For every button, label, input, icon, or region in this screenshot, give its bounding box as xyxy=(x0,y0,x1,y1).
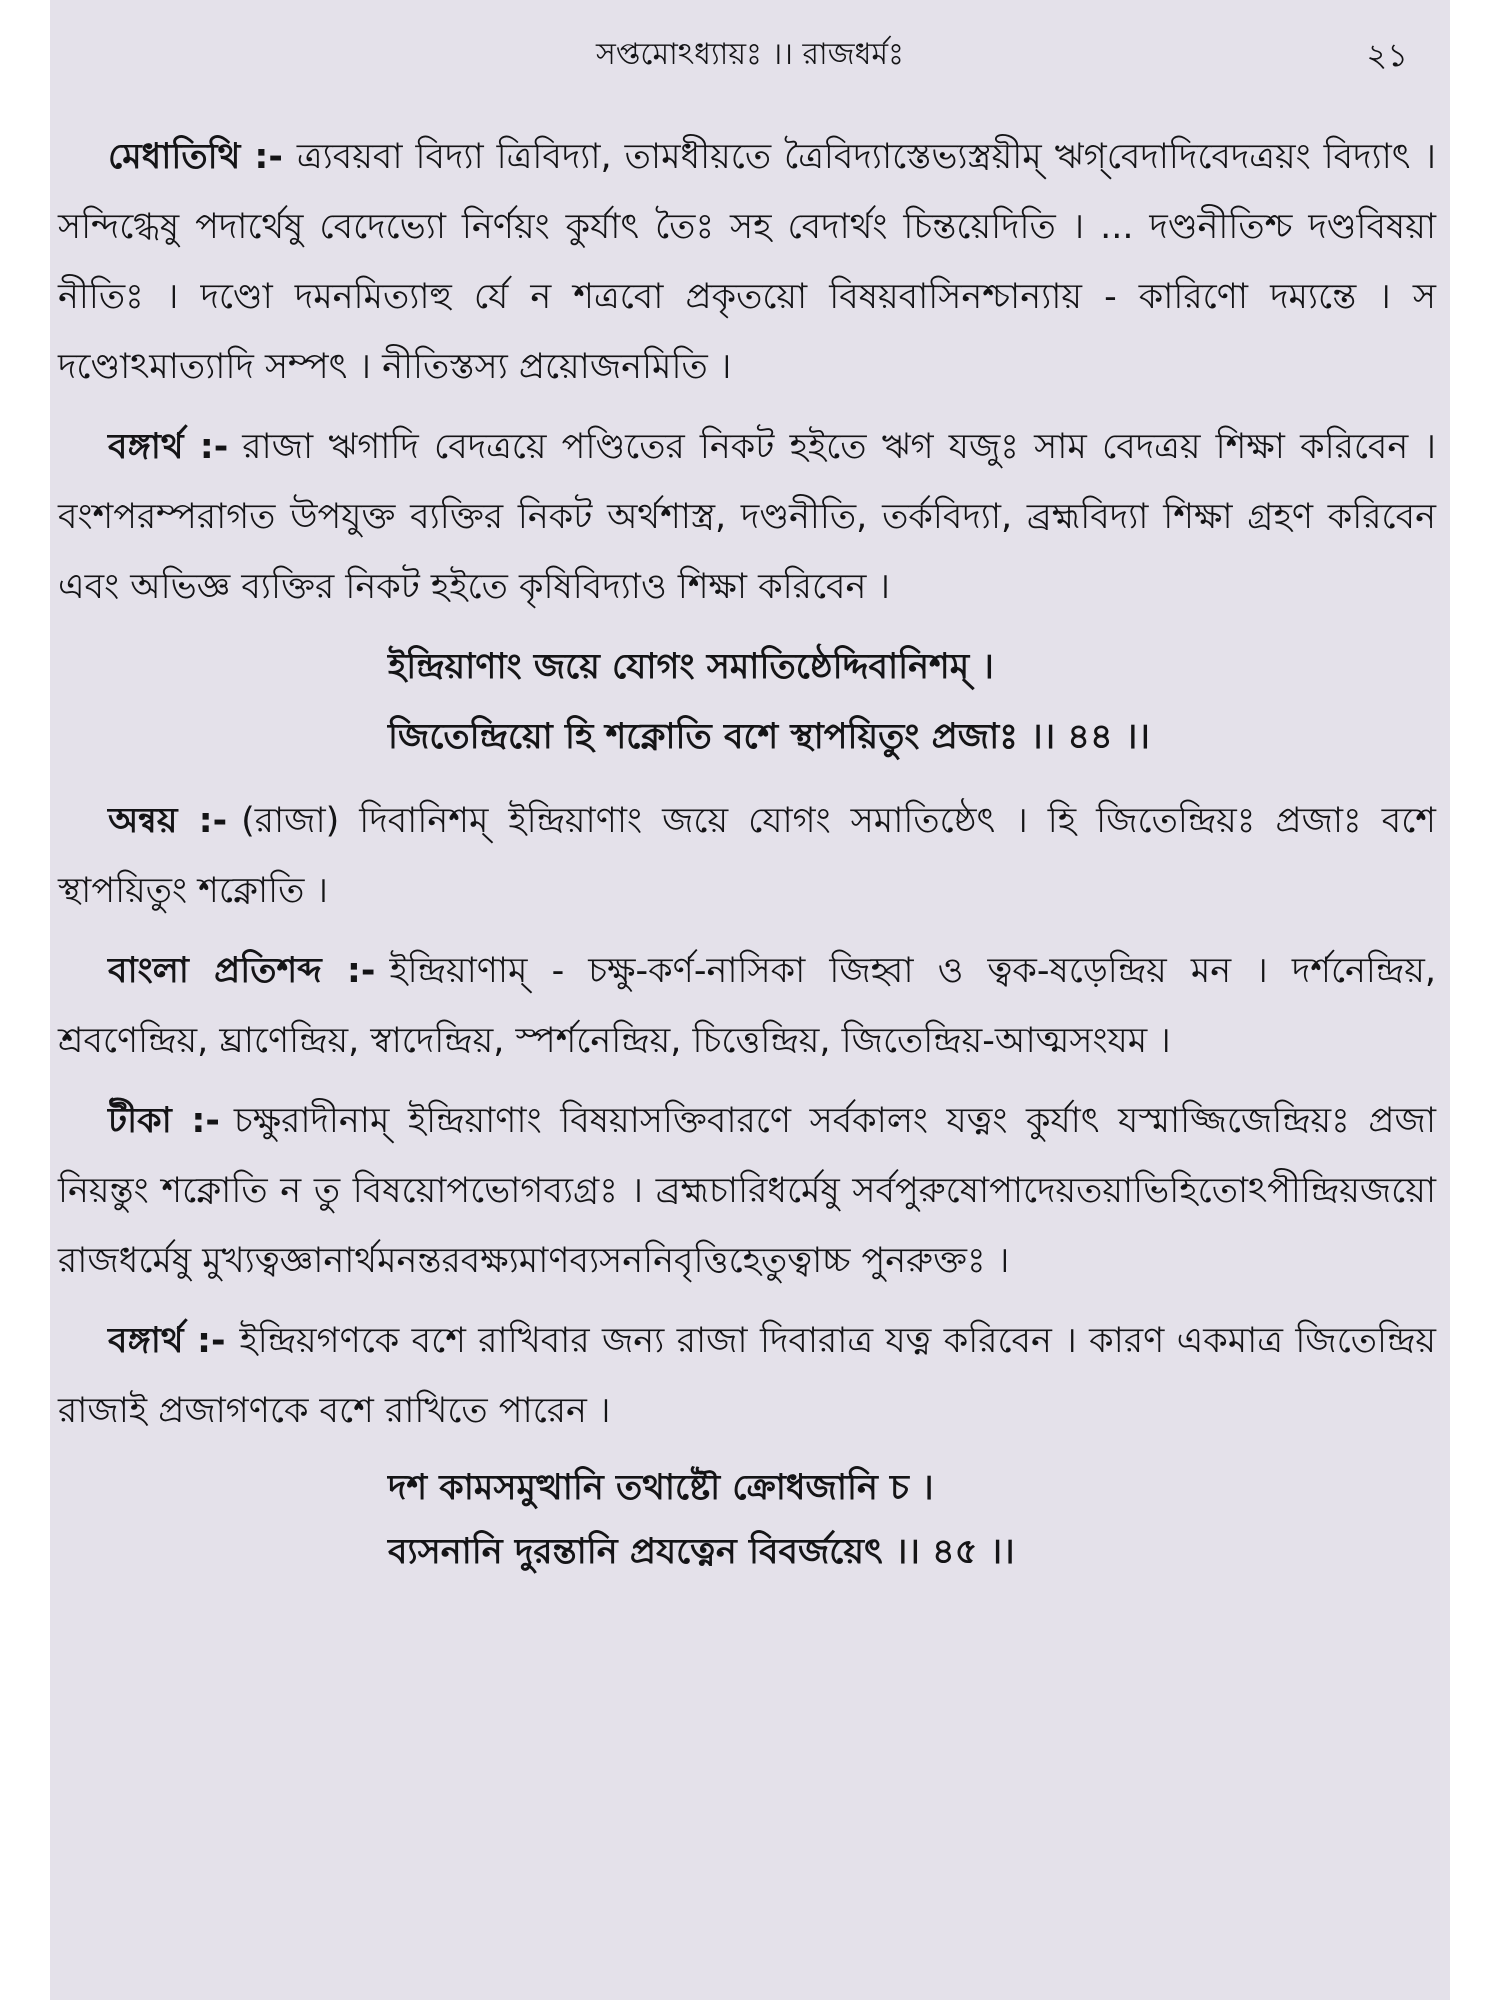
running-title: সপ্তমোঽধ্যায়ঃ ।। রাজধর্মঃ xyxy=(595,37,905,72)
verse-45-line-2: ব্যসনানি দুরন্তানি প্রযত্নেন বিবর্জয়েৎ ।। ৪৫ ।। xyxy=(388,1532,1015,1572)
bengali-meaning-1-label: বঙ্গার্থ :- xyxy=(108,427,229,467)
medhatithi-commentary xyxy=(58,122,1436,402)
bengali-meaning-2-label: বঙ্গার্থ :- xyxy=(108,1321,226,1361)
tika-commentary xyxy=(58,1086,1436,1296)
bangla-synonyms-text: ইন্দ্রিয়াণাম্ - চক্ষু-কর্ণ-নাসিকা জিহ্বা ও ত্বক-ষড়েন্দ্রিয় মন । দর্শনেন্দ্রিয়, শ্রবণেন্দ্রিয়, ঘ্রাণেন্দ্রিয়, স্বাদেন্দ্রিয়, স্পর্শনেন্দ্রিয়, চিত্তেন্দ্রিয়, জিতেন্দ্রিয়-আত্মসংযম । xyxy=(58,951,1436,1061)
verse-44-line-2: জিতেন্দ্রিয়ো হি শক্নোতি বশে স্থাপয়িতুং প্রজাঃ ।। ৪৪ ।। xyxy=(388,717,1150,757)
verse-45-line-1: দশ কামসমুত্থানি তথাষ্টৌ ক্রোধজানি চ । xyxy=(388,1468,934,1508)
book-page xyxy=(50,0,1450,2000)
page-number: ২১ xyxy=(1366,36,1408,74)
bengali-meaning-2 xyxy=(58,1306,1436,1446)
medhatithi-label: মেধাতিথি :- xyxy=(108,137,283,177)
verse-44 xyxy=(58,632,1436,772)
anvaya xyxy=(58,786,1436,926)
bangla-synonyms-label: বাংলা প্রতিশব্দ :- xyxy=(108,951,376,991)
bengali-meaning-1 xyxy=(58,412,1436,622)
bangla-synonyms xyxy=(58,936,1436,1076)
page-header xyxy=(50,28,1450,82)
anvaya-label: অন্বয় :- xyxy=(108,801,228,841)
verse-45 xyxy=(58,1456,1436,1584)
tika-label: টীকা :- xyxy=(108,1101,220,1141)
page-body xyxy=(58,122,1436,1598)
bengali-meaning-1-text: রাজা ঋগাদি বেদত্রয়ে পণ্ডিতের নিকট হইতে ঋগ যজুঃ সাম বেদত্রয় শিক্ষা করিবেন । বংশপরম্পরাগত উপযুক্ত ব্যক্তির নিকট অর্থশাস্ত্র, দণ্ডনীতি, তর্কবিদ্যা, ব্রহ্মবিদ্যা শিক্ষা গ্রহণ করিবেন এবং অভিজ্ঞ ব্যক্তির নিকট হইতে কৃষিবিদ্যাও শিক্ষা করিবেন । xyxy=(58,427,1436,607)
bengali-meaning-2-text: ইন্দ্রিয়গণকে বশে রাখিবার জন্য রাজা দিবারাত্র যত্ন করিবেন । কারণ একমাত্র জিতেন্দ্রিয় রাজাই প্রজাগণকে বশে রাখিতে পারেন । xyxy=(58,1321,1437,1431)
medhatithi-text: ত্র্যবয়বা বিদ্যা ত্রিবিদ্যা, তামধীয়তে ত্রৈবিদ্যাস্তেভ্যস্ত্রয়ীম্ ঋগ্‌বেদাদিবেদত্রয়ং বিদ্যাৎ । সন্দিগ্ধেষু পদার্থেষু বেদেভ্যো নির্ণয়ং কুর্যাৎ তৈঃ সহ বেদার্থং চিন্তয়েদিতি । ... দণ্ডনীতিশ্চ দণ্ডবিষয়া নীতিঃ । দণ্ডো দমনমিত্যাহু র্যে ন শত্রবো প্রকৃতয়ো বিষয়বাসিনশ্চান্যায় - কারিণো দম্যন্তে । স দণ্ডোঽমাত্যাদি সম্পৎ । নীতিস্তস্য প্রয়োজনমিতি । xyxy=(58,137,1437,387)
tika-text: চক্ষুরাদীনাম্ ইন্দ্রিয়াণাং বিষয়াসক্তিবারণে সর্বকালং যত্নং কুর্যাৎ যস্মাজ্জিজেন্দ্রিয়ঃ প্রজা নিয়ন্তুং শক্নোতি ন তু বিষয়োপভোগব্যগ্রঃ । ব্রহ্মচারিধর্মেষু সর্বপুরুষোপাদেয়তয়াভিহিতোঽপীন্দ্রিয়জয়ো রাজধর্মেষু মুখ্যত্বজ্ঞানার্থমনন্তরবক্ষ্যমাণব্যসননিবৃত্তিহেতুত্বাচ্চ পুনরুক্তঃ । xyxy=(58,1101,1436,1281)
verse-44-line-1: ইন্দ্রিয়াণাং জয়ে যোগং সমাতিষ্ঠেদ্দিবানিশম্ । xyxy=(388,647,994,687)
anvaya-text: (রাজা) দিবানিশম্ ইন্দ্রিয়াণাং জয়ে যোগং সমাতিষ্ঠেৎ । হি জিতেন্দ্রিয়ঃ প্রজাঃ বশে স্থাপয়িতুং শক্নোতি । xyxy=(58,801,1436,911)
